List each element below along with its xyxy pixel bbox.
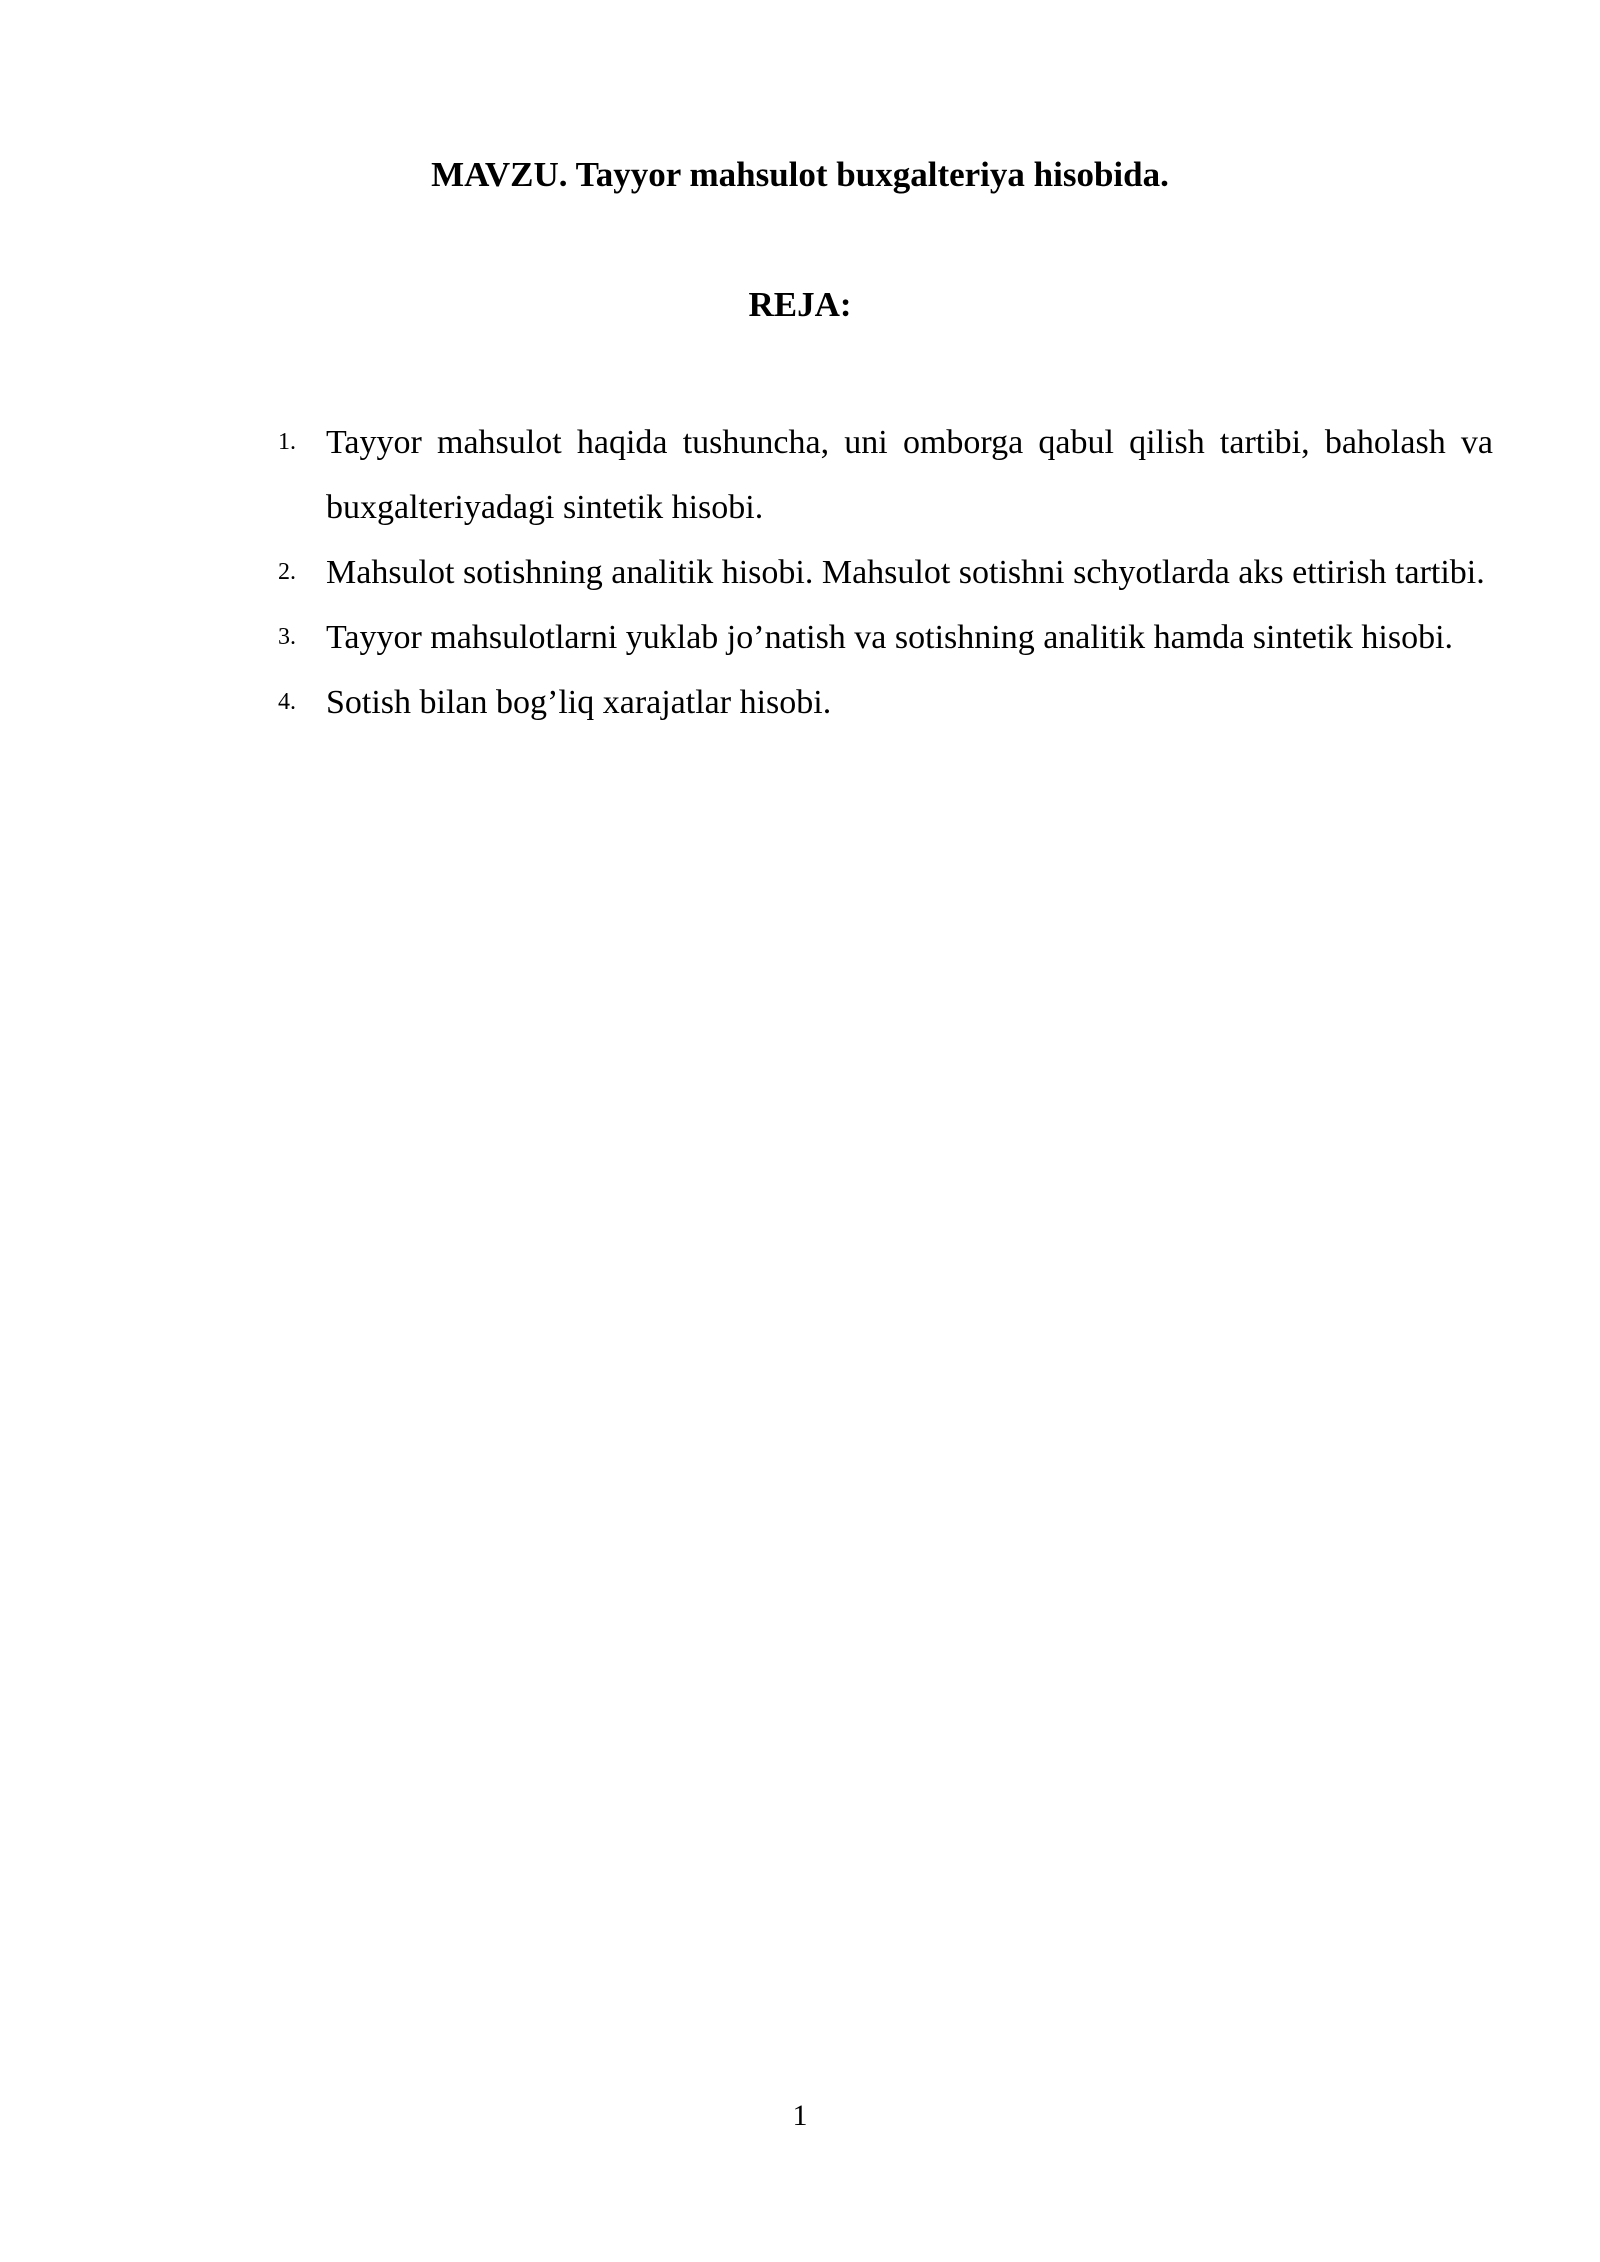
plan-heading: REJA: [748,285,852,324]
plan-item-2 [278,540,1493,605]
plan-item-4 [278,670,1493,735]
plan-list [278,410,1493,735]
plan-item-number: 3. [278,624,296,650]
plan-item-number: 2. [278,559,296,585]
plan-item-1 [278,410,1493,540]
plan-item-text: Sotish bilan bog’liq xarajatlar hisobi. [326,684,832,721]
plan-item-text: Mahsulot sotishning analitik hisobi. Mahsulot sotishni schyotlarda aks ettirish tartibi. [326,554,1485,591]
plan-item-text: Tayyor mahsulot haqida tushuncha, uni omborga qabul qilish tartibi, baholash va buxgalteriyadagi sintetik hisobi. [326,424,1493,526]
page-title: MAVZU. Tayyor mahsulot buxgalteriya hisobida. [431,155,1169,194]
plan-item-text: Tayyor mahsulotlarni yuklab jo’natish va sotishning analitik hamda sintetik hisobi. [326,619,1454,656]
page-number: 1 [792,2099,808,2132]
plan-item-number: 4. [278,689,296,715]
plan-item-number: 1. [278,429,296,455]
plan-item-3 [278,605,1493,670]
